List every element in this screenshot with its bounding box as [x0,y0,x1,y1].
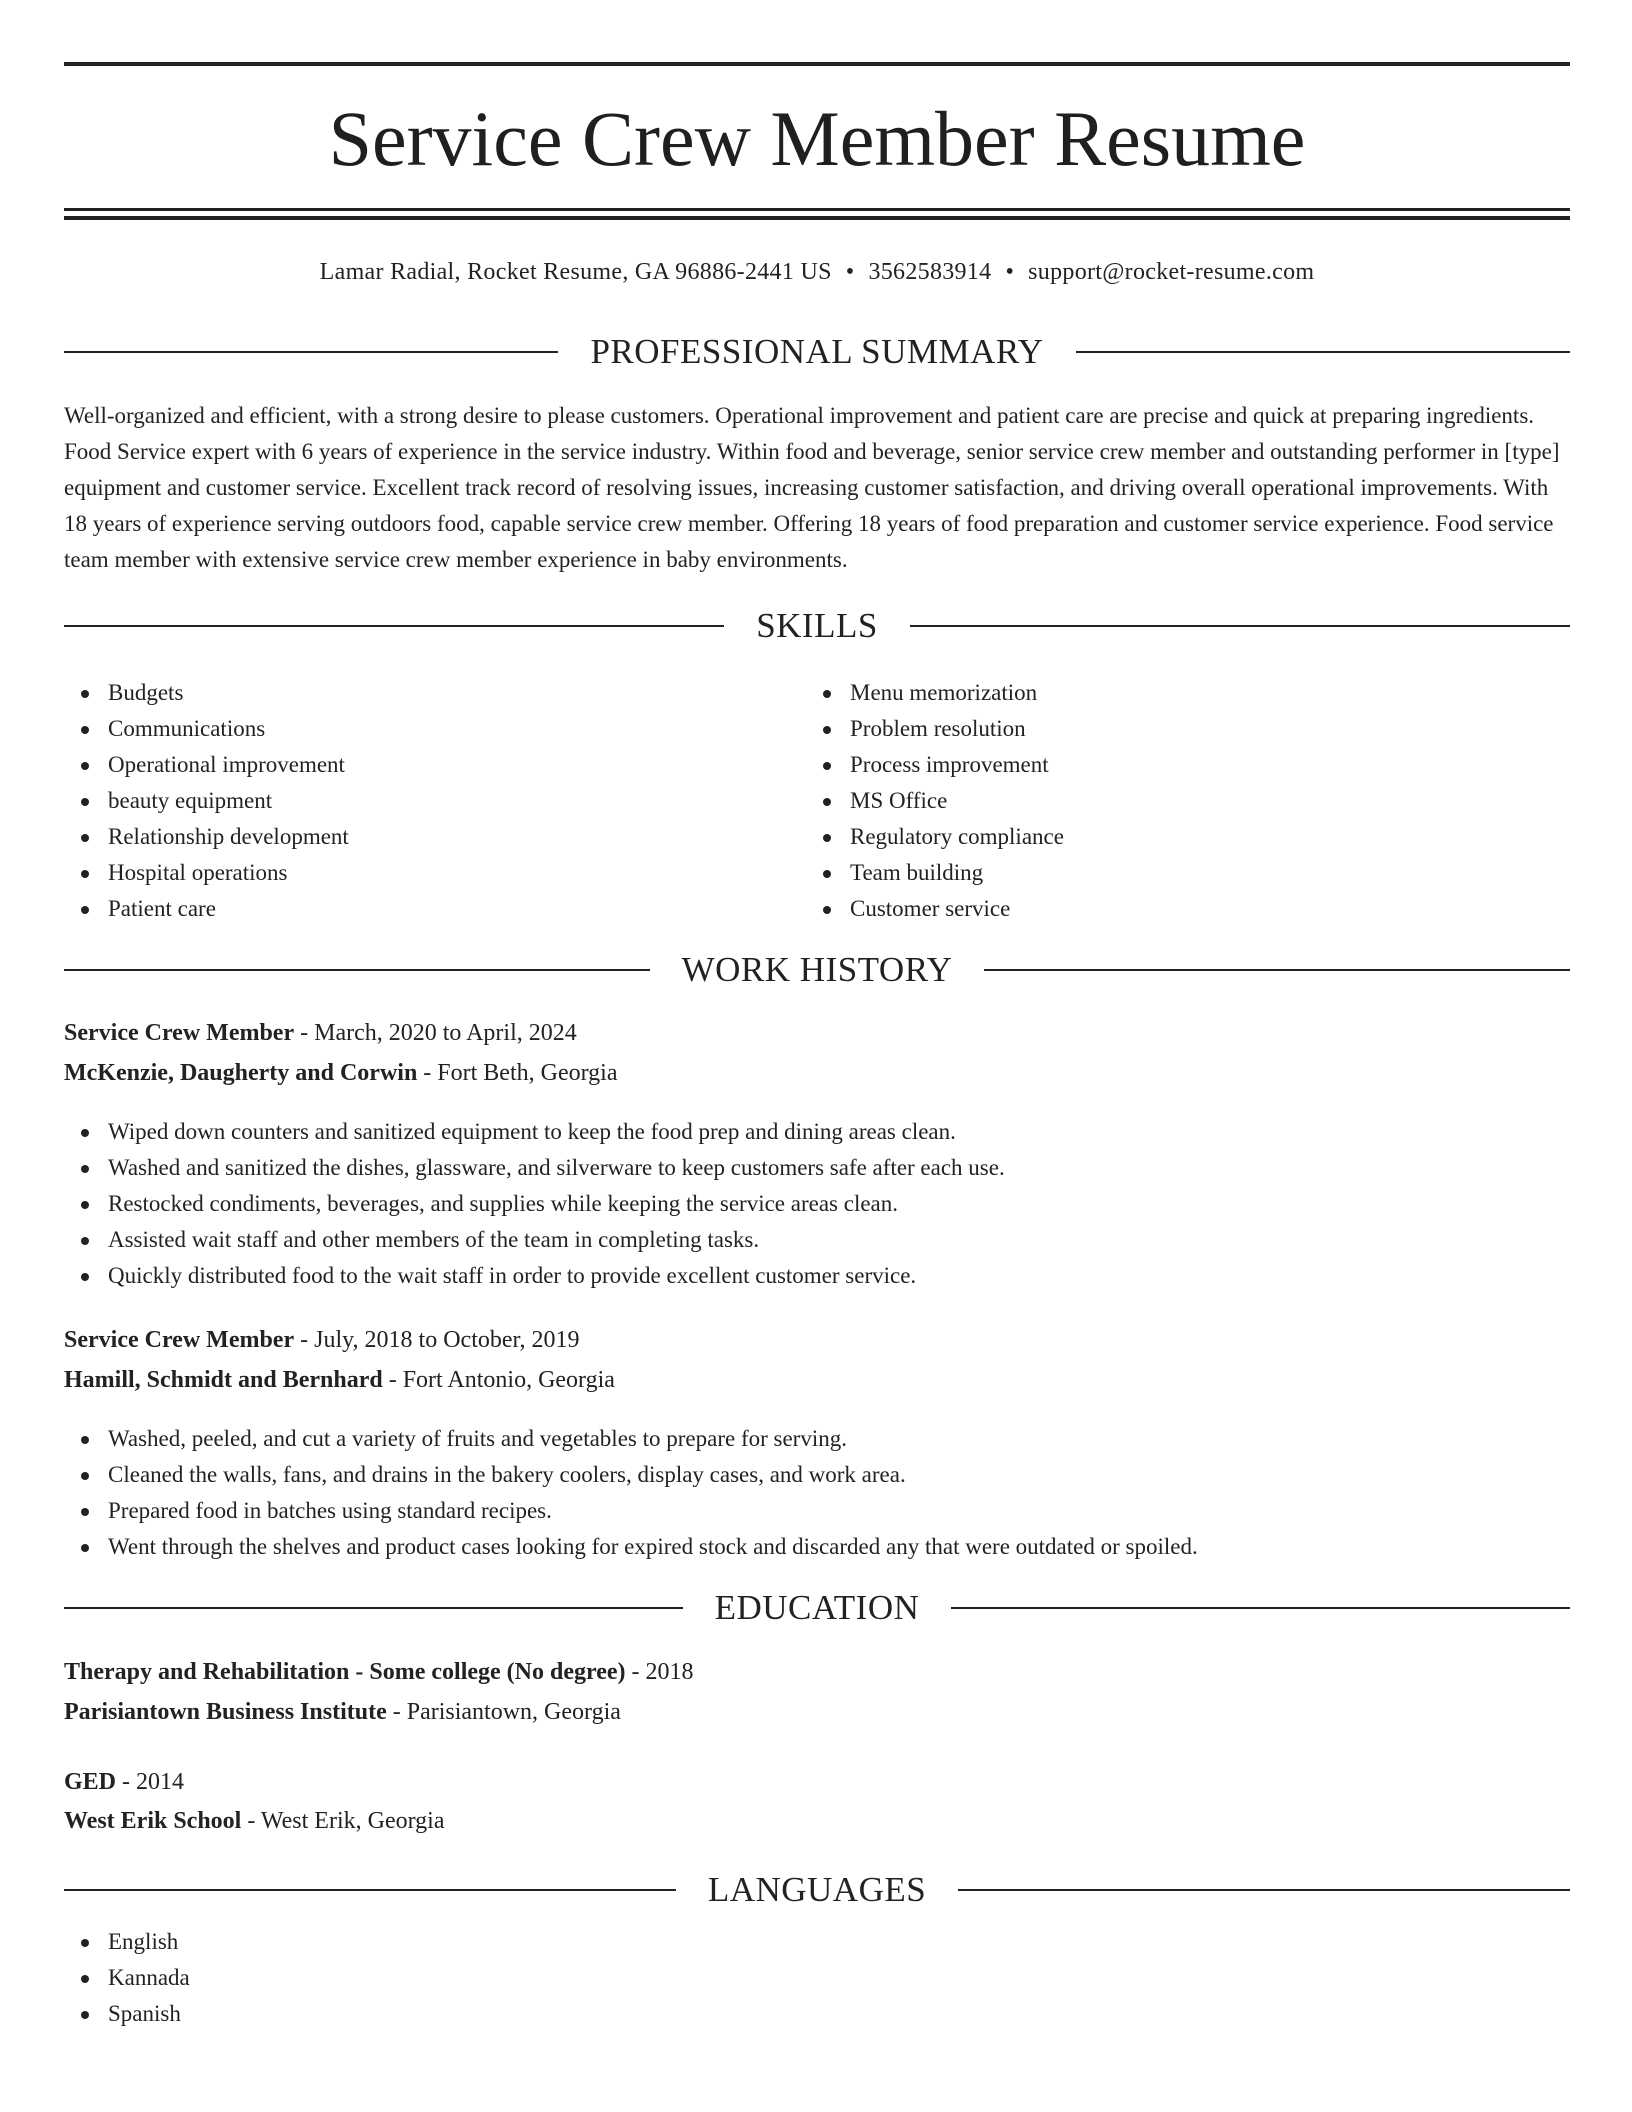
education-school: West Erik School [64,1808,242,1834]
job-duty: Washed, peeled, and cut a variety of fruits and vegetables to prepare for serving. [64,1421,1570,1457]
languages-list [64,1924,764,2032]
education-location: - West Erik, Georgia [241,1808,445,1834]
education-school-line [64,1694,1570,1730]
education-year: - 2018 [625,1659,694,1685]
job-location: - Fort Beth, Georgia [417,1060,618,1086]
skill-item: Relationship development [64,819,764,855]
language-item: Kannada [64,1960,764,1996]
job-company: Hamill, Schmidt and Bernhard [64,1367,383,1393]
skill-item: Menu memorization [806,675,1506,711]
section-title: WORK HISTORY [681,950,953,989]
language-item: English [64,1924,764,1960]
title-rule-upper [64,208,1570,211]
job-dates: - March, 2020 to April, 2024 [294,1020,577,1046]
skills-list-left [64,675,764,927]
contact-email: support@rocket-resume.com [1028,259,1315,285]
job-location: - Fort Antonio, Georgia [382,1367,615,1393]
heading-rule [64,351,558,353]
contact-line [64,254,1570,290]
education-school-line [64,1803,1570,1839]
education-degree: Therapy and Rehabilitation - Some college (No degree) [64,1659,626,1685]
heading-rule [64,969,650,971]
heading-rule [910,625,1570,627]
skill-item: MS Office [806,783,1506,819]
heading-rule [1076,351,1570,353]
education-school: Parisiantown Business Institute [64,1699,387,1725]
section-heading-education [64,1588,1570,1628]
contact-phone: 3562583914 [868,259,992,285]
skill-item: beauty equipment [64,783,764,819]
heading-rule [64,1889,676,1891]
skill-item: Operational improvement [64,747,764,783]
education-year: - 2014 [116,1769,185,1795]
skill-item: Customer service [806,891,1506,927]
job-duty: Restocked condiments, beverages, and supplies while keeping the service areas clean. [64,1186,1570,1222]
job-duty: Washed and sanitized the dishes, glassware, and silverware to keep customers safe after each use. [64,1150,1570,1186]
section-heading-skills [64,606,1570,646]
job-title-line [64,1322,1570,1358]
section-heading-languages [64,1870,1570,1910]
section-title: PROFESSIONAL SUMMARY [590,332,1044,371]
job-company: McKenzie, Daugherty and Corwin [64,1060,418,1086]
skill-item: Team building [806,855,1506,891]
skill-item: Communications [64,711,764,747]
job-company-line [64,1362,1570,1398]
heading-rule [958,1889,1570,1891]
heading-rule [64,625,724,627]
skill-item: Problem resolution [806,711,1506,747]
job-title-line [64,1015,1570,1051]
heading-rule [951,1607,1570,1609]
title-rule-lower [64,216,1570,220]
skill-item: Patient care [64,891,764,927]
job-duties-list [64,1421,1570,1565]
contact-address: Lamar Radial, Rocket Resume, GA 96886-2441 US [319,259,832,285]
skills-list-right [806,675,1506,927]
section-heading-summary [64,332,1570,372]
section-title: EDUCATION [714,1588,920,1627]
heading-rule [984,969,1570,971]
skill-item: Regulatory compliance [806,819,1506,855]
skill-item: Budgets [64,675,764,711]
contact-separator: • [845,259,855,285]
education-degree-line [64,1654,1570,1690]
skill-item: Hospital operations [64,855,764,891]
job-duty: Went through the shelves and product cases looking for expired stock and discarded any that were outdated or spoiled. [64,1529,1570,1565]
section-heading-work [64,950,1570,990]
job-duty: Assisted wait staff and other members of the team in completing tasks. [64,1222,1570,1258]
education-degree-line [64,1764,1570,1800]
job-duty: Wiped down counters and sanitized equipment to keep the food prep and dining areas clean. [64,1114,1570,1150]
job-role: Service Crew Member [64,1020,295,1046]
contact-separator: • [1005,259,1015,285]
section-title: LANGUAGES [707,1870,927,1909]
top-rule [64,62,1570,66]
education-degree: GED [64,1769,117,1795]
job-dates: - July, 2018 to October, 2019 [294,1327,580,1353]
language-item: Spanish [64,1996,764,2032]
skill-item: Process improvement [806,747,1506,783]
job-company-line [64,1055,1570,1091]
job-duty: Quickly distributed food to the wait staff in order to provide excellent customer service. [64,1258,1570,1294]
education-location: - Parisiantown, Georgia [386,1699,621,1725]
job-duty: Prepared food in batches using standard recipes. [64,1493,1570,1529]
resume-title: Service Crew Member Resume [328,95,1306,182]
section-title: SKILLS [756,606,878,645]
job-duties-list [64,1114,1570,1294]
job-role: Service Crew Member [64,1327,295,1353]
summary-text: Well-organized and efficient, with a strong desire to please customers. Operational improvement and patient care are precise and quick at preparing ingredients. Food Service expert with 6 years of experience in the service industry. Within food and beverage, senior service crew member and outstanding performer in [type] equipment and customer service. Excellent track record of resolving issues, increasing customer satisfaction, and driving overall operational improvements. With 18 years of experience serving outdoors food, capable service crew member. Offering 18 years of food preparation and customer service experience. Food service team member with extensive service crew member experience in baby environments. [64,403,1560,572]
job-duty: Cleaned the walls, fans, and drains in the bakery coolers, display cases, and work area. [64,1457,1570,1493]
heading-rule [64,1607,683,1609]
